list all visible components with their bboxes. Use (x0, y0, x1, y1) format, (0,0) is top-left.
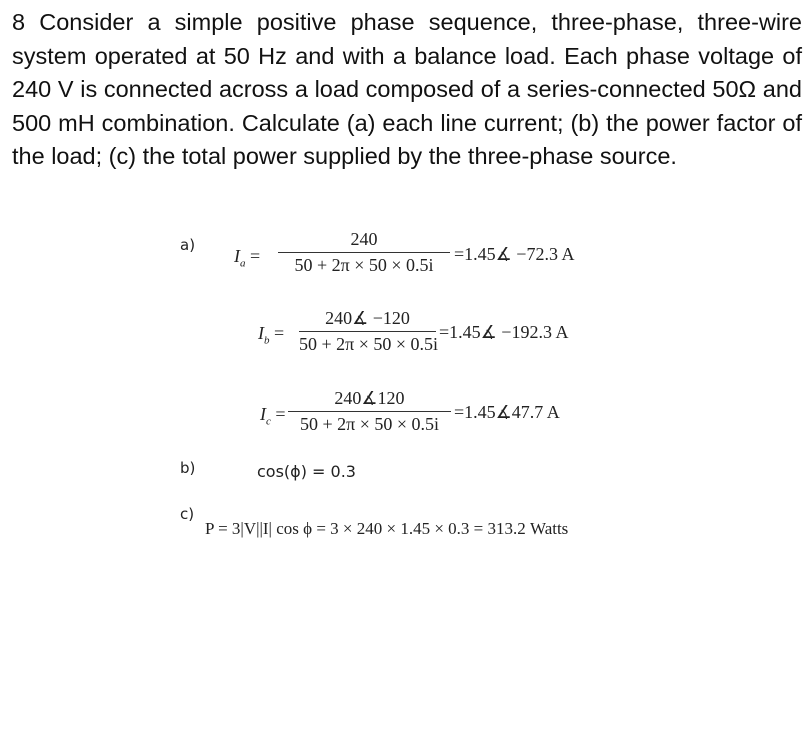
power-factor-expression: cos(ϕ) = 0.3 (257, 462, 356, 481)
ic-variable: $I_c$ = (260, 404, 286, 428)
ia-numerator: 240 (278, 229, 450, 253)
ia-denominator: 50 + 2π × 50 × 0.5i (294, 255, 434, 275)
part-c-label: c) (180, 505, 195, 523)
question-text: 8 Consider a simple positive phase sequence, three-phase, three-wire system operated at 50 Hz and with a balance load. Each phase voltage of 240 V is connected across a load composed of a series-connected 50Ω and 500 mH combination. Calculate (a) each line current; (b) the power factor of the load; (c) the total power supplied by the three-phase source. (12, 9, 802, 169)
ib-numerator: 240∡ −120 (299, 308, 436, 332)
total-power-expression: P = 3|V||I| cos ϕ = 3 × 240 × 1.45 × 0.3 = 313.2 Watts (205, 519, 569, 538)
ic-denominator: 50 + 2π × 50 × 0.5i (299, 414, 440, 434)
ic-numerator: 240∡120 (288, 388, 451, 412)
ib-variable: $I_b$ = (258, 323, 285, 347)
ib-denominator: 50 + 2π × 50 × 0.5i (299, 334, 439, 354)
ia-variable: $I_a$ = (234, 246, 261, 270)
part-b-label: b) (180, 459, 196, 477)
ic-result: =1.45∡47.7 A (454, 402, 560, 422)
ib-fraction (299, 308, 439, 355)
ib-result: =1.45∡ −192.3 A (439, 322, 569, 342)
part-a-label: a) (180, 236, 196, 254)
ia-fraction (278, 229, 450, 276)
ia-result: =1.45∡ −72.3 A (454, 244, 575, 264)
ic-fraction (288, 388, 451, 435)
